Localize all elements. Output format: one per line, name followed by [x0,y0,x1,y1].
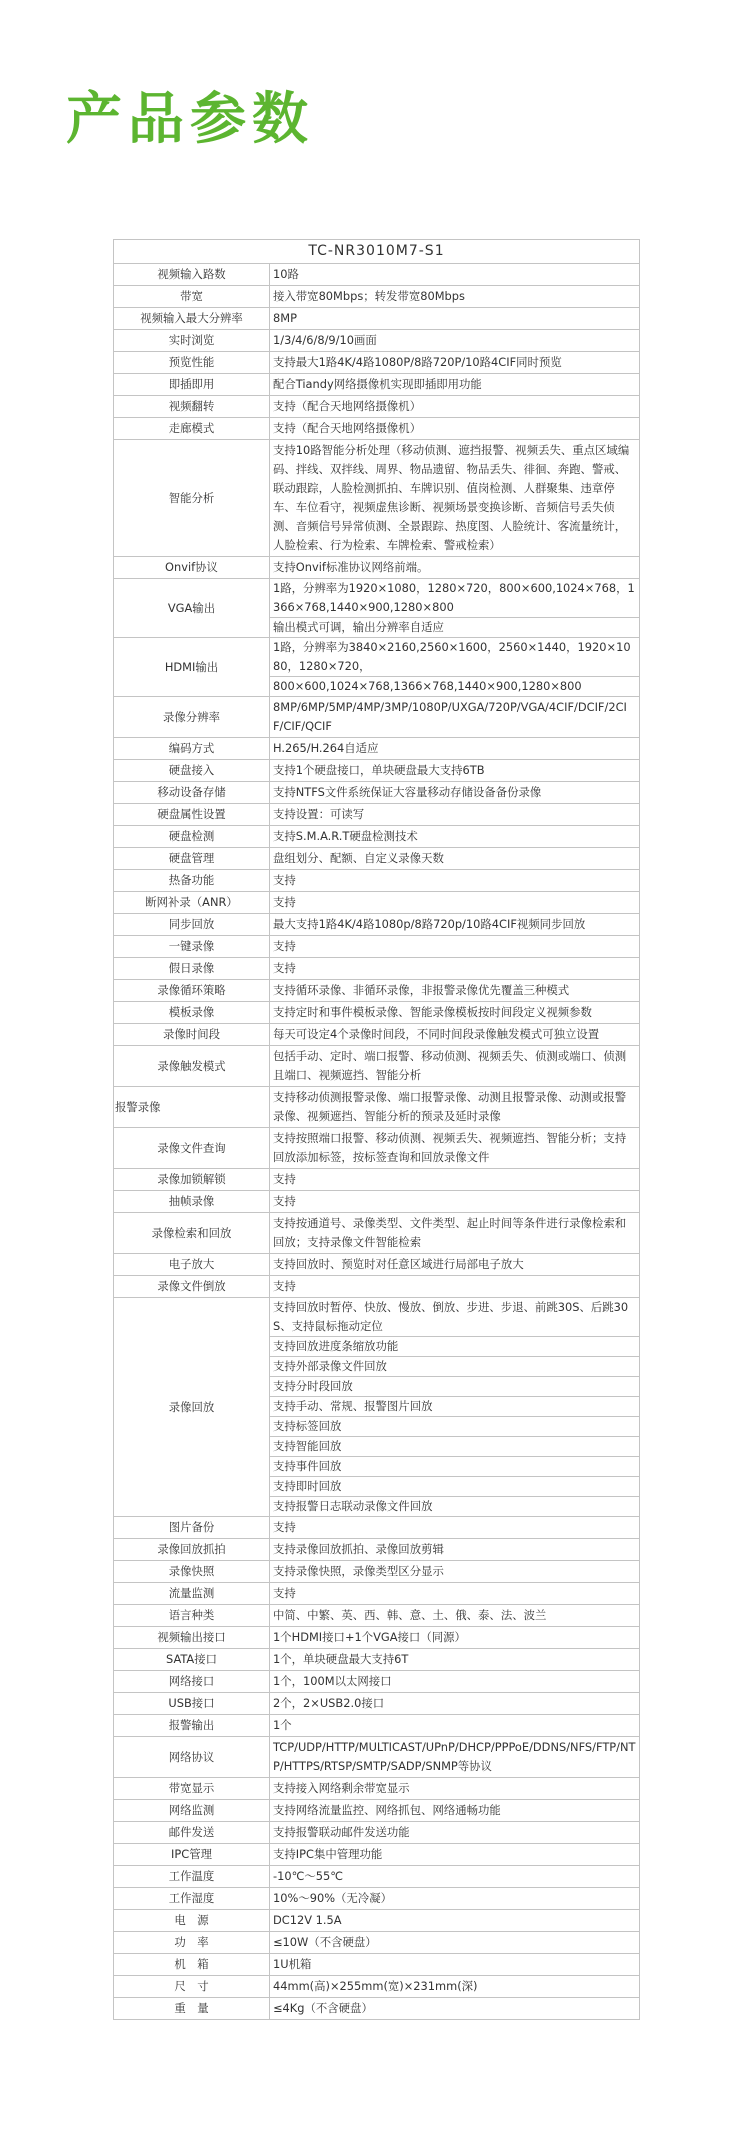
spec-label: 同步回放 [114,914,270,936]
page-title: 产品参数 [66,87,314,152]
spec-row [114,760,640,782]
spec-row [114,1932,640,1954]
spec-value: 支持 [270,892,640,914]
spec-value: 2个，2×USB2.0接口 [270,1693,640,1715]
spec-value: 1个，100M以太网接口 [270,1671,640,1693]
spec-row [114,330,640,352]
spec-value-line: 支持回放时暂停、快放、慢放、倒放、步进、步退、前跳30S、后跳30S、支持鼠标拖动定位 [273,1300,629,1333]
spec-value: DC12V 1.5A [270,1910,640,1932]
spec-label: 机 箱 [114,1954,270,1976]
spec-label: 网络协议 [114,1737,270,1778]
spec-label: 实时浏览 [114,330,270,352]
spec-row [114,1298,640,1517]
spec-label: VGA输出 [114,579,270,638]
spec-label: 录像加锁解锁 [114,1169,270,1191]
spec-label: 录像文件查询 [114,1128,270,1169]
spec-value: 10%～90%（无冷凝） [270,1888,640,1910]
spec-value: 支持按照端口报警、移动侦测、视频丢失、视频遮挡、智能分析；支持回放添加标签，按标签查询和回放录像文件 [270,1128,640,1169]
spec-label: 视频输出接口 [114,1627,270,1649]
spec-value: 支持定时和事件模板录像、智能录像模板按时间段定义视频参数 [270,1002,640,1024]
spec-value: 支持 [270,958,640,980]
spec-value: 支持S.M.A.R.T硬盘检测技术 [270,826,640,848]
spec-row [114,1254,640,1276]
spec-value: 支持循环录像、非循环录像，非报警录像优先覆盖三种模式 [270,980,640,1002]
spec-value: 支持最大1路4K/4路1080P/8路720P/10路4CIF同时预览 [270,352,640,374]
spec-row [114,782,640,804]
spec-label: 视频输入路数 [114,264,270,286]
spec-label: 模板录像 [114,1002,270,1024]
spec-table-body [114,264,640,2020]
spec-value: 支持 [270,1517,640,1539]
spec-value-line: 支持分时段回放 [270,1376,639,1396]
spec-value-group [270,1298,640,1517]
spec-row [114,738,640,760]
spec-value: 包括手动、定时、端口报警、移动侦测、视频丢失、侦测或端口、侦测且端口、视频遮挡、智能分析 [270,1046,640,1087]
spec-row [114,1800,640,1822]
spec-value: 支持报警联动邮件发送功能 [270,1822,640,1844]
spec-label: Onvif协议 [114,557,270,579]
spec-value: 8MP/6MP/5MP/4MP/3MP/1080P/UXGA/720P/VGA/4CIF/DCIF/2CIF/CIF/QCIF [270,697,640,738]
spec-row [114,1169,640,1191]
spec-row [114,1561,640,1583]
spec-value: 44mm(高)×255mm(宽)×231mm(深) [270,1976,640,1998]
spec-label: 流量监测 [114,1583,270,1605]
spec-row [114,1128,640,1169]
spec-value-line: 支持智能回放 [270,1436,639,1456]
spec-value: 支持10路智能分析处理（移动侦测、遮挡报警、视频丢失、重点区域编码、拌线、双拌线、周界、物品遗留、物品丢失、徘徊、奔跑、警戒、联动跟踪，人脸检测抓拍、车牌识别、值岗检测、人群聚集、违章停车、车位看守，视频虚焦诊断、视频场景变换诊断、音频信号丢失侦测、音频信号异常侦测、全景跟踪、热度图、人脸统计、客流量统计，人脸检索、行为检索、车牌检索、警戒检索） [270,440,640,557]
spec-value: ≤10W（不含硬盘） [270,1932,640,1954]
spec-row [114,352,640,374]
spec-label: 走廊模式 [114,418,270,440]
spec-value: 1个HDMI接口+1个VGA接口（同源） [270,1627,640,1649]
spec-value: 支持设置：可读写 [270,804,640,826]
spec-row [114,1649,640,1671]
spec-value: 支持1个硬盘接口，单块硬盘最大支持6TB [270,760,640,782]
spec-row [114,308,640,330]
spec-label: 移动设备存储 [114,782,270,804]
spec-value: 中简、中繁、英、西、韩、意、土、俄、泰、法、波兰 [270,1605,640,1627]
spec-table-header-row [114,240,640,264]
spec-value-line: 1路，分辨率为3840×2160,2560×1600，2560×1440，1920×1080，1280×720， [273,640,631,673]
spec-value: 支持 [270,1169,640,1191]
spec-label: 一键录像 [114,936,270,958]
spec-row [114,1002,640,1024]
spec-label: 硬盘检测 [114,826,270,848]
spec-label: 功 率 [114,1932,270,1954]
spec-value: TCP/UDP/HTTP/MULTICAST/UPnP/DHCP/PPPoE/DDNS/NFS/FTP/NTP/HTTPS/RTSP/SMTP/SADP/SNMP等协议 [270,1737,640,1778]
spec-row [114,914,640,936]
spec-value: 1个 [270,1715,640,1737]
spec-value: 8MP [270,308,640,330]
spec-value: 支持NTFS文件系统保证大容量移动存储设备备份录像 [270,782,640,804]
spec-value-line: 支持手动、常规、报警图片回放 [270,1396,639,1416]
spec-label: 热备功能 [114,870,270,892]
spec-row [114,804,640,826]
model-name: TC-NR3010M7-S1 [114,240,640,264]
spec-label: IPC管理 [114,1844,270,1866]
spec-value: 1/3/4/6/8/9/10画面 [270,330,640,352]
spec-row [114,1888,640,1910]
spec-row [114,557,640,579]
spec-row [114,1539,640,1561]
spec-row [114,870,640,892]
spec-label: 工作温度 [114,1866,270,1888]
spec-label: 视频翻转 [114,396,270,418]
spec-value-line: 支持即时回放 [270,1476,639,1496]
spec-label: 报警输出 [114,1715,270,1737]
spec-value: 配合Tiandy网络摄像机实现即插即用功能 [270,374,640,396]
spec-value: 支持（配合天地网络摄像机） [270,418,640,440]
spec-label: 报警录像 [114,1087,270,1128]
spec-row [114,1087,640,1128]
spec-value: 支持（配合天地网络摄像机） [270,396,640,418]
spec-label: 硬盘属性设置 [114,804,270,826]
spec-row [114,936,640,958]
spec-value-line: 1路，分辨率为1920×1080，1280×720，800×600,1024×768，1366×768,1440×900,1280×800 [273,581,635,614]
spec-label: 尺 寸 [114,1976,270,1998]
spec-value-line: 支持回放进度条缩放功能 [270,1336,639,1356]
spec-value: 支持Onvif标准协议网络前端。 [270,557,640,579]
spec-value: 支持 [270,1191,640,1213]
spec-label: 带宽显示 [114,1778,270,1800]
spec-value: 支持 [270,936,640,958]
spec-value: 1个，单块硬盘最大支持6T [270,1649,640,1671]
spec-value: 支持 [270,870,640,892]
spec-row [114,1627,640,1649]
spec-row [114,826,640,848]
spec-label: 带宽 [114,286,270,308]
spec-row [114,1693,640,1715]
spec-label: 图片备份 [114,1517,270,1539]
spec-label: 假日录像 [114,958,270,980]
spec-row [114,1910,640,1932]
spec-value: 支持移动侦测报警录像、端口报警录像、动测且报警录像、动测或报警录像、视频遮挡、智能分析的预录及延时录像 [270,1087,640,1128]
spec-label: 录像时间段 [114,1024,270,1046]
spec-value: H.265/H.264自适应 [270,738,640,760]
spec-row [114,1671,640,1693]
spec-value: 每天可设定4个录像时间段，不同时间段录像触发模式可独立设置 [270,1024,640,1046]
spec-value-line: 支持报警日志联动录像文件回放 [270,1496,639,1516]
spec-row [114,1213,640,1254]
spec-label: 即插即用 [114,374,270,396]
spec-value: ≤4Kg（不含硬盘） [270,1998,640,2020]
spec-label: 网络接口 [114,1671,270,1693]
spec-row [114,1605,640,1627]
spec-label: 智能分析 [114,440,270,557]
spec-row [114,264,640,286]
spec-row [114,1715,640,1737]
spec-label: 录像分辨率 [114,697,270,738]
spec-value: 支持录像回放抓拍、录像回放剪辑 [270,1539,640,1561]
spec-value-line: 支持标签回放 [270,1416,639,1436]
spec-value-group [270,579,640,638]
spec-value: 支持回放时、预览时对任意区域进行局部电子放大 [270,1254,640,1276]
spec-label: 电子放大 [114,1254,270,1276]
spec-value-line: 输出模式可调，输出分辨率自适应 [270,617,639,637]
spec-row [114,1822,640,1844]
spec-row [114,1737,640,1778]
spec-value-lines [273,579,637,637]
spec-label: 录像快照 [114,1561,270,1583]
spec-label: 抽帧录像 [114,1191,270,1213]
spec-table [113,239,640,2020]
spec-value-line: 800×600,1024×768,1366×768,1440×900,1280×800 [270,676,639,696]
spec-value: 1U机箱 [270,1954,640,1976]
spec-row [114,286,640,308]
spec-label: USB接口 [114,1693,270,1715]
spec-value-line: 支持外部录像文件回放 [270,1356,639,1376]
spec-value: 盘组划分、配额、自定义录像天数 [270,848,640,870]
spec-row [114,1276,640,1298]
spec-row [114,440,640,557]
spec-value: 最大支持1路4K/4路1080p/8路720p/10路4CIF视频同步回放 [270,914,640,936]
spec-value: 10路 [270,264,640,286]
spec-label: 编码方式 [114,738,270,760]
spec-value: 支持IPC集中管理功能 [270,1844,640,1866]
spec-value: 支持按通道号、录像类型、文件类型、起止时间等条件进行录像检索和回放；支持录像文件智能检索 [270,1213,640,1254]
spec-label: SATA接口 [114,1649,270,1671]
spec-row [114,1046,640,1087]
spec-label: 工作湿度 [114,1888,270,1910]
spec-value-line: 支持事件回放 [270,1456,639,1476]
spec-value-lines [273,1298,637,1516]
spec-row [114,418,640,440]
spec-row [114,1024,640,1046]
spec-row [114,579,640,638]
spec-row [114,1517,640,1539]
spec-label: 硬盘接入 [114,760,270,782]
spec-value: -10℃～55℃ [270,1866,640,1888]
spec-row [114,697,640,738]
spec-row [114,958,640,980]
spec-label: 录像触发模式 [114,1046,270,1087]
spec-label: 硬盘管理 [114,848,270,870]
spec-value: 支持录像快照，录像类型区分显示 [270,1561,640,1583]
spec-row [114,848,640,870]
spec-value: 支持接入网络剩余带宽显示 [270,1778,640,1800]
spec-value: 接入带宽80Mbps；转发带宽80Mbps [270,286,640,308]
spec-row [114,1976,640,1998]
spec-label: 电 源 [114,1910,270,1932]
spec-label: 语言种类 [114,1605,270,1627]
spec-row [114,1583,640,1605]
spec-value-group [270,638,640,697]
spec-row [114,638,640,697]
spec-row [114,1778,640,1800]
spec-value-lines [273,638,637,696]
spec-label: 邮件发送 [114,1822,270,1844]
spec-value: 支持网络流量监控、网络抓包、网络通畅功能 [270,1800,640,1822]
spec-label: 录像回放 [114,1298,270,1517]
spec-row [114,396,640,418]
spec-label: 视频输入最大分辨率 [114,308,270,330]
spec-label: 网络监测 [114,1800,270,1822]
spec-label: 录像文件倒放 [114,1276,270,1298]
spec-row [114,1954,640,1976]
spec-value: 支持 [270,1583,640,1605]
spec-label: 重 量 [114,1998,270,2020]
spec-value: 支持 [270,1276,640,1298]
spec-row [114,1844,640,1866]
spec-label: 断网补录（ANR） [114,892,270,914]
spec-label: 录像循环策略 [114,980,270,1002]
spec-row [114,1191,640,1213]
spec-row [114,1866,640,1888]
spec-row [114,1998,640,2020]
spec-row [114,980,640,1002]
spec-row [114,374,640,396]
spec-label: 录像检索和回放 [114,1213,270,1254]
spec-row [114,892,640,914]
spec-label: HDMI输出 [114,638,270,697]
spec-label: 预览性能 [114,352,270,374]
spec-label: 录像回放抓拍 [114,1539,270,1561]
